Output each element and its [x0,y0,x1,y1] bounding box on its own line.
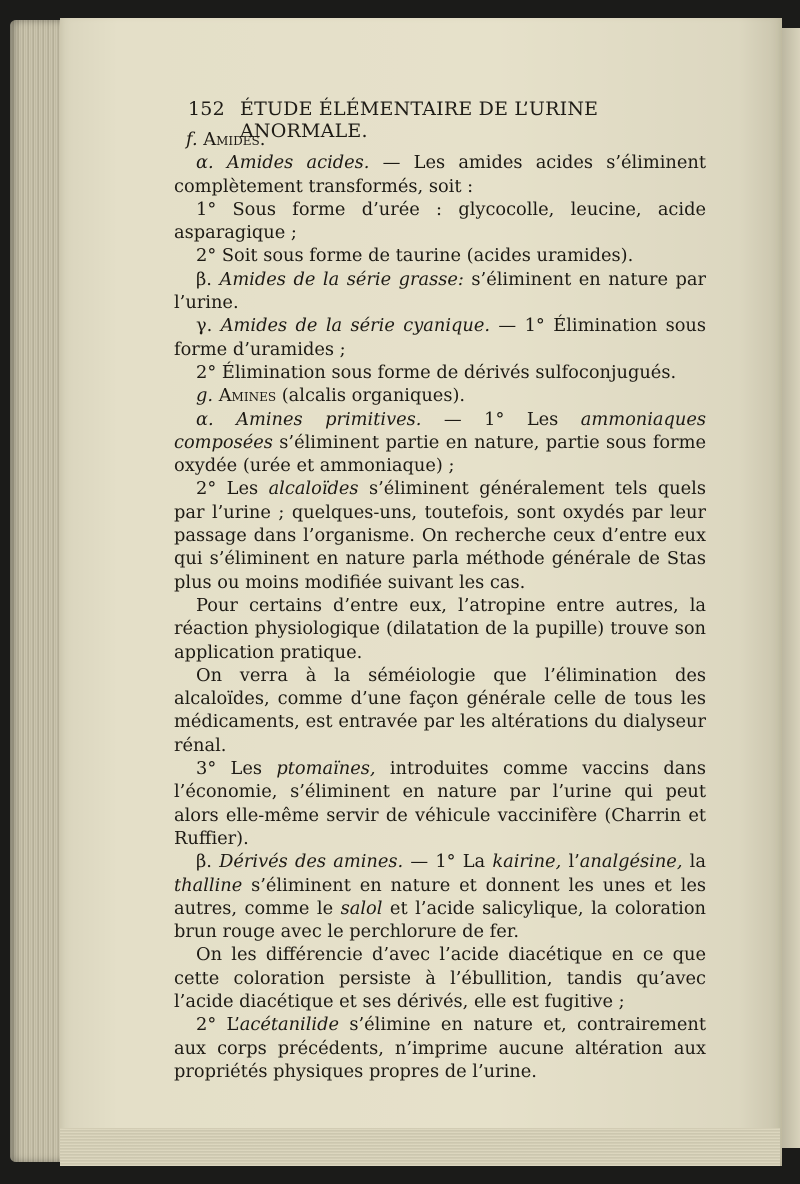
emphasis: analgésine, [579,851,683,873]
paragraph-text: s’éliminent en nature et donnent les unes et les autres, comme le [174,874,706,919]
paragraph: 2° Soit sous forme de taurine (acides uramides). [196,245,634,267]
paragraph: On les différencie d’avec l’acide diacétique en ce que cette coloration persiste à l’ébullition, tandis qu’avec l’acide diacétique et ses dérivés, elle est fugitive ; [174,944,706,1012]
paragraph-text: s’élimine en nature et, contrairement aux corps précédents, n’imprime aucune altération aux propriétés physiques propres de l’urine. [174,1014,706,1082]
paragraph-text: l’ [561,851,580,873]
item-title: Amines primitives. [236,408,422,430]
emphasis: acétanilide [239,1014,340,1036]
section-f-heading [174,128,706,151]
emphasis: ptomaïnes, [276,758,376,780]
section-title: Amines [218,385,277,407]
item-title: Amides de la série grasse: [219,268,464,290]
section-g-heading [174,384,706,407]
emphasis: alcaloïdes [268,478,359,500]
paragraph [174,477,706,593]
paragraph [174,408,706,478]
book-bottom-edge [60,1128,780,1166]
paragraph-text: s’éliminent partie en nature, partie sous forme oxydée (urée et ammoniaque) ; [174,431,706,477]
paragraph-text: s’éliminent en nature par l’urine. [174,268,706,314]
paragraph-text: — 1° Élimination sous forme d’uramides ; [174,315,706,360]
paragraph [174,151,706,198]
paragraph-text: — 1° Les [421,408,581,430]
item-label: α. [196,152,214,174]
emphasis: thalline [174,874,243,896]
paragraph-text: et l’acide salicylique, la coloration brun rouge avec le perchlorure de fer. [174,897,707,943]
paragraph [174,1013,706,1083]
paragraph [174,757,706,850]
item-title: Amides acides. [226,152,370,174]
paragraph: 2° Élimination sous forme de dérivés sulfoconjugués. [196,361,677,383]
item-title: Amides de la série cyanique. [220,315,491,337]
facing-page-edge [780,28,800,1148]
paragraph: 1° Sous forme d’urée : glycocolle, leucine, acide asparagique ; [174,198,706,244]
paragraph [174,850,706,943]
paragraph [174,268,706,315]
emphasis: salol [340,897,383,919]
paragraph-text: la [682,851,706,873]
section-title: Amides. [203,129,266,150]
section-label: g. [196,385,214,407]
emphasis: ammoniaques composées [174,408,707,453]
paragraph-text: introduites comme vaccins dans l’économie, s’éliminent en nature par l’urine qui peut alors elle-même servir de véhicule vaccinifère (Charrin et Ruffier). [174,758,706,849]
item-label: β. [196,851,212,873]
item-title: Dérivés des amines. [219,851,404,873]
page-body [174,128,706,1083]
emphasis: kairine, [492,851,562,873]
section-text: (alcalis organiques). [276,385,466,407]
paragraph-text: — 1° La [403,851,493,873]
paragraph: Pour certains d’entre eux, l’atropine entre autres, la réaction physiologique (dilatation de la pupille) trouve son application pratique. [174,594,706,663]
section-label: f. [186,129,198,150]
paragraph-text: 2° Les [196,478,269,500]
page-number: 152 [188,98,225,120]
item-label: β. [196,268,212,290]
paragraph-text: — Les amides acides s’éliminent complètement transformés, soit : [174,152,706,197]
paragraph-text: s’éliminent généralement tels quels par l’urine ; quelques-uns, toutefois, sont oxydés par leur passage dans l’organisme. On recherche ceux d’entre eux qui s’éliminent en nature parla méthode générale de Stas plus ou moins modifiée suivant les cas. [174,478,706,593]
paragraph: On verra à la séméiologie que l’élimination des alcaloïdes, comme d’une façon générale celle de tous les médicaments, est entravée par les altérations du dialyseur rénal. [174,664,706,756]
item-label: γ. [196,315,213,337]
paragraph [174,314,706,361]
item-label: α. [196,408,214,430]
paragraph-text: 3° Les [196,758,277,780]
paragraph-text: 2° L’ [196,1014,240,1036]
running-title: ÉTUDE ÉLÉMENTAIRE DE L’URINE ANORMALE. [240,98,599,142]
